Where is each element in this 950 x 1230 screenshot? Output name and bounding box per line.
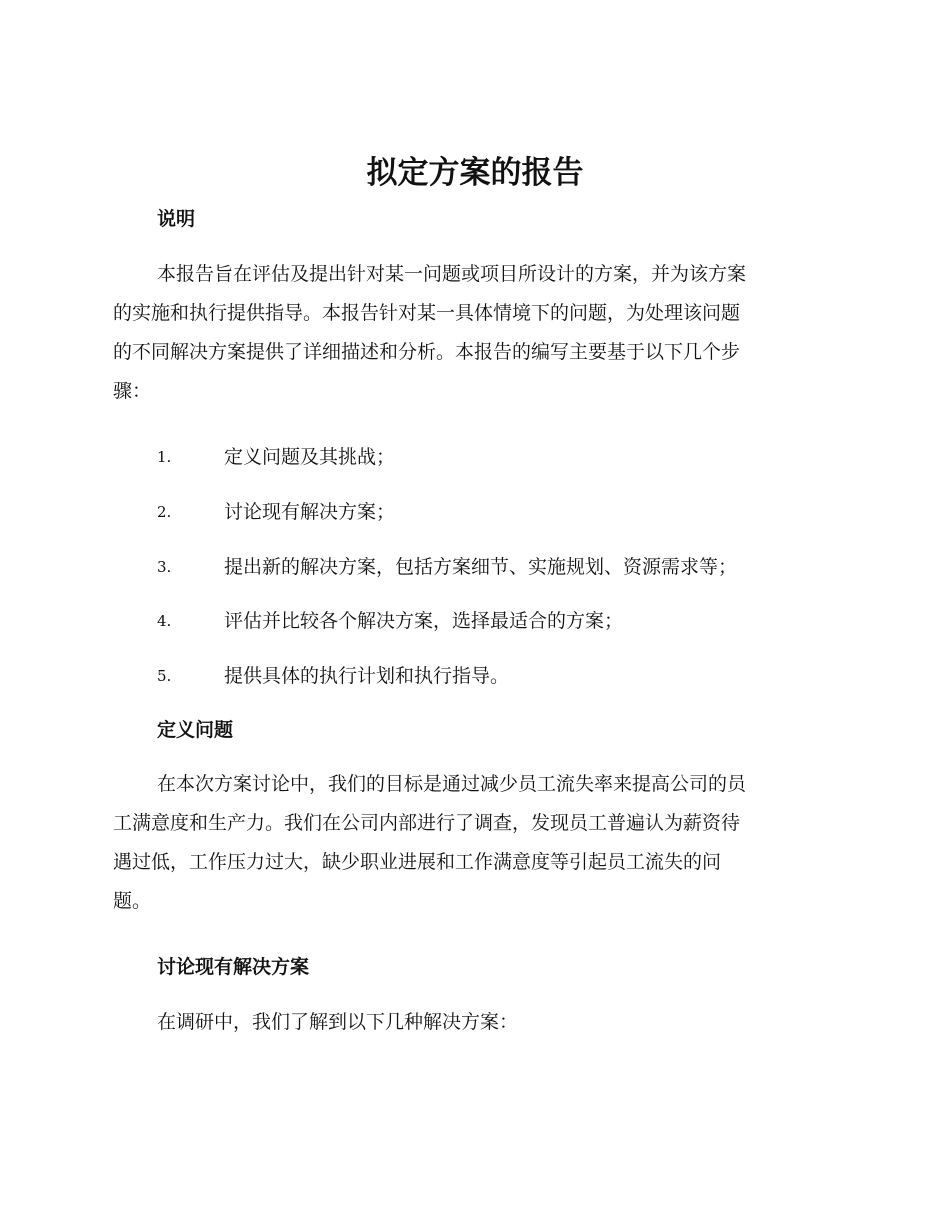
- list-item-number: 1.: [157, 448, 172, 466]
- paragraph-line: 在本次方案讨论中，我们的目标是通过减少员工流失率来提高公司的员: [157, 773, 747, 795]
- paragraph-line: 骤：: [113, 380, 152, 402]
- list-item: [157, 606, 837, 636]
- define-problem-paragraph: [113, 765, 833, 921]
- list-item-text: 评估并比较各个解决方案，选择最适合的方案；: [224, 610, 624, 632]
- paragraph-line: 遇过低，工作压力过大，缺少职业进展和工作满意度等引起员工流失的问: [113, 851, 722, 873]
- document-title: 拟定方案的报告: [366, 155, 584, 191]
- existing-solutions-paragraph: [113, 1003, 833, 1042]
- list-item-text: 定义问题及其挑战；: [224, 446, 396, 468]
- paragraph-line: 在调研中，我们了解到以下几种解决方案：: [157, 1011, 519, 1033]
- paragraph-line: 本报告旨在评估及提出针对某一问题或项目所设计的方案，并为该方案: [157, 263, 747, 285]
- list-item: [157, 442, 837, 472]
- list-item-text: 讨论现有解决方案；: [224, 501, 396, 523]
- list-item: [157, 497, 837, 527]
- list-item-number: 2.: [157, 503, 172, 521]
- section-heading-explanation: 说明: [157, 208, 196, 230]
- list-item: [157, 661, 837, 691]
- section-heading-existing-solutions: 讨论现有解决方案: [157, 956, 310, 978]
- explanation-paragraph: [113, 255, 833, 411]
- section-heading-define-problem: 定义问题: [157, 719, 234, 741]
- list-item-number: 4.: [157, 612, 172, 630]
- list-item: [157, 552, 837, 582]
- list-item-text: 提出新的解决方案，包括方案细节、实施规划、资源需求等；: [224, 556, 738, 578]
- list-item-number: 5.: [157, 667, 172, 685]
- paragraph-line: 的不同解决方案提供了详细描述和分析。本报告的编写主要基于以下几个步: [113, 341, 741, 363]
- paragraph-line: 题。: [113, 890, 152, 912]
- list-item-number: 3.: [157, 558, 172, 576]
- list-item-text: 提供具体的执行计划和执行指导。: [224, 665, 510, 687]
- paragraph-line: 的实施和执行提供指导。本报告针对某一具体情境下的问题，为处理该问题: [113, 302, 741, 324]
- paragraph-line: 工满意度和生产力。我们在公司内部进行了调查，发现员工普遍认为薪资待: [113, 812, 741, 834]
